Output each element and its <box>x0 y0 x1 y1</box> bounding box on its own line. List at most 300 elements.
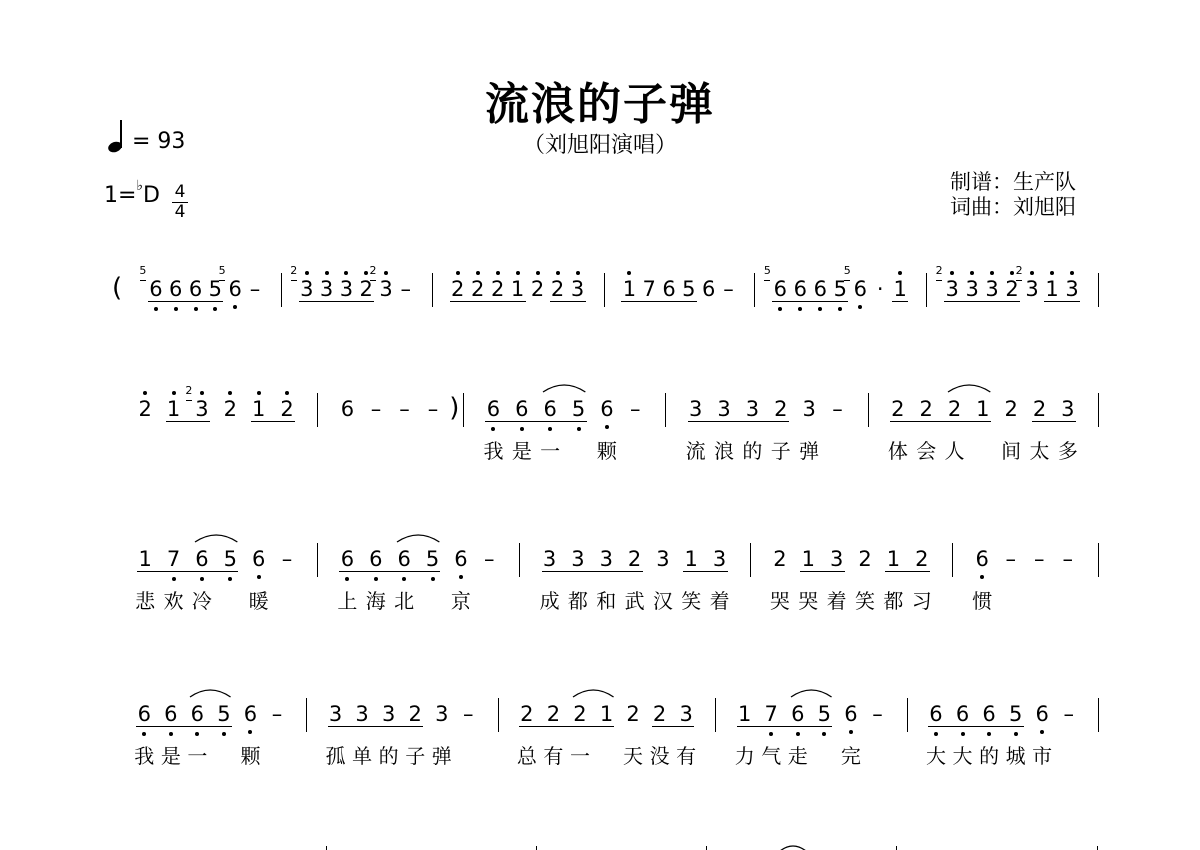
beam-underline <box>299 301 374 302</box>
note: 6 <box>600 397 614 421</box>
note: 2 <box>947 397 962 421</box>
sustain-dash: – <box>370 397 382 421</box>
octave-up-dot <box>476 271 480 275</box>
note: 2 <box>223 397 237 421</box>
octave-down-dot <box>838 307 842 311</box>
note: 2 <box>652 702 667 726</box>
octave-down-dot <box>431 577 435 581</box>
note: 6 <box>1035 702 1049 726</box>
score-title: 流浪的子弹 <box>485 79 715 130</box>
note: 3 <box>1025 277 1039 301</box>
lyric-syllable: 会 <box>916 439 937 463</box>
note: 1 <box>738 702 752 726</box>
note: 2 <box>919 397 933 421</box>
octave-up-dot <box>1030 271 1034 275</box>
note: 3 <box>745 397 760 421</box>
beam-underline <box>737 726 833 727</box>
note: 1 <box>622 277 637 301</box>
lyric-syllable: 大 <box>952 744 973 768</box>
note: 2 <box>470 277 485 301</box>
note: 6 <box>515 397 529 421</box>
slur-arc <box>947 381 991 393</box>
lyric-syllable: 走 <box>787 744 808 768</box>
barline <box>715 698 716 732</box>
lyric-syllable: 上 <box>337 589 358 613</box>
note: 3 <box>829 547 844 571</box>
octave-up-dot <box>970 271 974 275</box>
octave-up-dot <box>556 271 560 275</box>
lyric-syllable: 单 <box>352 744 373 768</box>
note: 3 <box>435 702 449 726</box>
note: 2 <box>773 547 787 571</box>
note: 3 <box>717 397 731 421</box>
slur-arc <box>572 686 615 698</box>
note: 2 <box>138 397 152 421</box>
barline <box>432 273 433 307</box>
sustain-dash: – <box>1033 547 1045 571</box>
note: 1 <box>886 547 901 571</box>
beam-underline <box>892 301 908 302</box>
octave-down-dot <box>459 575 463 579</box>
slur-arc <box>790 686 833 698</box>
sustain-dash: – <box>249 277 261 301</box>
note: 3 <box>945 277 959 301</box>
grace-note: 2 <box>185 384 193 397</box>
beam-underline <box>688 421 789 422</box>
note: 2 <box>359 277 373 301</box>
note: 1 <box>684 547 698 571</box>
note: 6 <box>164 702 178 726</box>
note: 2 <box>573 702 587 726</box>
note: 2 <box>451 277 465 301</box>
note: 6 <box>340 547 355 571</box>
octave-down-dot <box>248 730 252 734</box>
octave-down-dot <box>798 307 802 311</box>
barline <box>1098 543 1099 577</box>
octave-down-dot <box>169 732 173 736</box>
note: 5 <box>571 397 586 421</box>
lyric-syllable: 颗 <box>596 439 617 463</box>
beam-underline <box>800 571 844 572</box>
barline <box>1098 273 1099 307</box>
lyric-syllable: 海 <box>365 589 386 613</box>
note: 2 <box>530 277 545 301</box>
sustain-dash: – <box>427 397 439 421</box>
lyric-syllable: 有 <box>543 744 564 768</box>
note: 7 <box>764 702 778 726</box>
note: 6 <box>844 702 858 726</box>
octave-up-dot <box>305 271 309 275</box>
octave-up-dot <box>1050 271 1054 275</box>
lyric-syllable: 一 <box>569 744 590 768</box>
arranger-credit: 制谱：生产队 <box>950 170 1076 194</box>
note: 1 <box>138 547 152 571</box>
octave-down-dot <box>849 730 853 734</box>
octave-down-dot <box>402 577 406 581</box>
note: 6 <box>982 702 996 726</box>
octave-down-dot <box>605 425 609 429</box>
octave-down-dot <box>1014 732 1018 736</box>
staff-row <box>0 690 1200 790</box>
lyric-syllable: 市 <box>1032 744 1053 768</box>
octave-down-dot <box>987 732 991 736</box>
lyric-syllable: 都 <box>883 589 904 613</box>
note: 3 <box>328 702 343 726</box>
octave-up-dot <box>285 391 289 395</box>
octave-up-dot <box>344 271 348 275</box>
note: 6 <box>369 547 383 571</box>
grace-note: 5 <box>843 264 851 277</box>
note: 1 <box>1045 277 1059 301</box>
lyric-syllable: 没 <box>649 744 670 768</box>
note: 5 <box>682 277 696 301</box>
octave-up-dot <box>143 391 147 395</box>
octave-down-dot <box>200 577 204 581</box>
octave-down-dot <box>154 307 158 311</box>
beam-underline <box>772 301 848 302</box>
note: 6 <box>243 702 258 726</box>
sustain-dash: – <box>723 277 734 301</box>
barline <box>665 393 666 427</box>
flat-icon: ♭ <box>136 178 144 194</box>
sustain-dash: – <box>1063 702 1074 726</box>
octave-down-dot <box>345 577 349 581</box>
octave-up-dot <box>200 391 204 395</box>
sustain-dash: – <box>400 277 412 301</box>
sustain-dash: – <box>1005 547 1016 571</box>
lyric-syllable: 的 <box>742 439 763 463</box>
note: 6 <box>190 702 205 726</box>
octave-up-dot <box>257 391 261 395</box>
staff-row <box>0 385 1200 485</box>
octave-down-dot <box>796 732 800 736</box>
octave-up-dot <box>1070 271 1074 275</box>
note: 6 <box>397 547 411 571</box>
lyric-syllable: 笑 <box>681 589 702 613</box>
note: 3 <box>339 277 354 301</box>
lyric-syllable: 力 <box>734 744 755 768</box>
note: 6 <box>188 277 203 301</box>
octave-down-dot <box>142 732 146 736</box>
sustain-dash: – <box>483 547 495 571</box>
sustain-dash: – <box>463 702 474 726</box>
lyric-syllable: 多 <box>1057 439 1078 463</box>
lyric-syllable: 京 <box>450 589 471 613</box>
time-signature: 4 4 <box>172 184 188 221</box>
note: 3 <box>381 702 396 726</box>
note: 6 <box>975 547 989 571</box>
note: 5 <box>833 277 847 301</box>
lyric-syllable: 太 <box>1029 439 1050 463</box>
octave-down-dot <box>172 577 176 581</box>
sustain-dash: – <box>1062 547 1073 571</box>
barline <box>604 273 605 307</box>
slur-arc <box>194 531 238 543</box>
grace-note: 2 <box>290 264 298 277</box>
lyric-syllable: 冷 <box>191 589 212 613</box>
lyric-syllable: 子 <box>770 439 791 463</box>
note: 6 <box>169 277 183 301</box>
lyric-syllable: 子 <box>405 744 426 768</box>
lyric-syllable: 汉 <box>652 589 673 613</box>
note: 6 <box>813 277 827 301</box>
note: 6 <box>543 397 557 421</box>
octave-up-dot <box>456 271 460 275</box>
octave-down-dot <box>222 732 226 736</box>
lyric-syllable: 我 <box>134 744 155 768</box>
slur-arc <box>542 381 586 393</box>
note: 6 <box>149 277 163 301</box>
beam-underline <box>944 301 1020 302</box>
lyric-syllable: 哭 <box>798 589 819 613</box>
sustain-dash: – <box>281 547 293 571</box>
note: 1 <box>801 547 815 571</box>
sustain-dash: – <box>832 397 843 421</box>
octave-up-dot <box>325 271 329 275</box>
note: 3 <box>656 547 670 571</box>
octave-down-dot <box>194 307 198 311</box>
beam-underline <box>1032 421 1076 422</box>
beam-underline <box>890 421 991 422</box>
grace-note: 2 <box>935 264 943 277</box>
tempo-value: = 93 <box>132 129 186 154</box>
barline <box>750 543 751 577</box>
lyric-syllable: 大 <box>925 744 946 768</box>
octave-up-dot <box>496 271 500 275</box>
note: 6 <box>251 547 266 571</box>
slur-arc <box>396 531 440 543</box>
note: 3 <box>599 547 613 571</box>
beam-underline <box>542 571 643 572</box>
beam-underline <box>885 571 929 572</box>
octave-down-dot <box>195 732 199 736</box>
octave-up-dot <box>536 271 540 275</box>
note: 5 <box>208 277 223 301</box>
beam-underline <box>652 726 695 727</box>
octave-up-dot <box>990 271 994 275</box>
lyric-syllable: 孤 <box>325 744 346 768</box>
barline <box>1098 393 1099 427</box>
sustain-dash: – <box>630 397 641 421</box>
octave-up-dot <box>898 271 902 275</box>
lyric-syllable: 颗 <box>240 744 261 768</box>
lyric-syllable: 体 <box>887 439 908 463</box>
note: 6 <box>791 702 805 726</box>
lyric-syllable: 总 <box>516 744 537 768</box>
note: 6 <box>955 702 970 726</box>
note: 5 <box>425 547 440 571</box>
beam-underline <box>251 421 295 422</box>
beam-underline <box>621 301 696 302</box>
beam-underline <box>137 571 238 572</box>
barline <box>498 698 499 732</box>
barline <box>306 698 307 732</box>
quarter-note-icon <box>108 118 124 152</box>
note: 3 <box>712 547 727 571</box>
octave-down-dot <box>769 732 773 736</box>
beam-underline <box>148 301 223 302</box>
note: 2 <box>915 547 929 571</box>
note: 1 <box>893 277 907 301</box>
lyric-syllable: 北 <box>394 589 415 613</box>
octave-up-dot <box>516 271 520 275</box>
grace-note: 2 <box>1015 264 1023 277</box>
note: 6 <box>773 277 788 301</box>
octave-down-dot <box>818 307 822 311</box>
note: 5 <box>217 702 231 726</box>
lyric-syllable: 一 <box>540 439 561 463</box>
lyric-syllable: 间 <box>1001 439 1022 463</box>
barline <box>754 273 755 307</box>
lyric-syllable: 完 <box>840 744 861 768</box>
octave-up-dot <box>228 391 232 395</box>
lyric-syllable: 暖 <box>248 589 269 613</box>
grace-note: 5 <box>139 264 147 277</box>
note: 2 <box>626 702 640 726</box>
note: 2 <box>1004 397 1018 421</box>
key-signature: 1=♭D <box>104 178 160 208</box>
beam-underline <box>136 726 232 727</box>
note: 3 <box>300 277 314 301</box>
open-paren: ( <box>112 273 123 303</box>
barline <box>952 543 953 577</box>
note: 6 <box>137 702 151 726</box>
barline <box>926 273 927 307</box>
note: 6 <box>195 547 209 571</box>
octave-up-dot <box>627 271 631 275</box>
barline <box>317 393 318 427</box>
note: 2 <box>627 547 642 571</box>
note: 5 <box>817 702 832 726</box>
lyric-syllable: 欢 <box>163 589 184 613</box>
lyric-syllable: 有 <box>676 744 697 768</box>
note: 2 <box>520 702 534 726</box>
close-paren: ) <box>449 393 460 423</box>
note: 2 <box>1032 397 1047 421</box>
beam-underline <box>683 571 727 572</box>
credits <box>950 170 1076 220</box>
octave-down-dot <box>213 307 217 311</box>
lyric-syllable: 一 <box>187 744 208 768</box>
note: 3 <box>1061 397 1075 421</box>
note: 1 <box>510 277 525 301</box>
octave-up-dot <box>384 271 388 275</box>
note: 6 <box>340 397 355 421</box>
lyric-syllable: 笑 <box>855 589 876 613</box>
lyric-syllable: 的 <box>378 744 399 768</box>
octave-down-dot <box>491 427 495 431</box>
slur-arc <box>189 686 232 698</box>
lyric-syllable: 和 <box>596 589 617 613</box>
note: 2 <box>490 277 505 301</box>
cut-off-row <box>0 838 1200 850</box>
note: 6 <box>929 702 943 726</box>
barline <box>868 393 869 427</box>
note: 3 <box>1065 277 1079 301</box>
note: 1 <box>251 397 266 421</box>
octave-down-dot <box>858 305 862 309</box>
beam-underline <box>450 301 526 302</box>
note: 3 <box>542 547 557 571</box>
note: 3 <box>355 702 369 726</box>
lyric-syllable: 气 <box>761 744 782 768</box>
octave-down-dot <box>778 307 782 311</box>
note: 7 <box>642 277 656 301</box>
octave-down-dot <box>822 732 826 736</box>
grace-note: 5 <box>218 264 226 277</box>
lyric-syllable: 人 <box>944 439 965 463</box>
octave-down-dot <box>961 732 965 736</box>
octave-down-dot <box>228 577 232 581</box>
beam-underline <box>339 571 440 572</box>
beam-underline <box>485 421 586 422</box>
note: 3 <box>679 702 693 726</box>
lyric-syllable: 弹 <box>799 439 820 463</box>
barline <box>519 543 520 577</box>
octave-down-dot <box>980 575 984 579</box>
octave-down-dot <box>1040 730 1044 734</box>
octave-up-dot <box>950 271 954 275</box>
beam-underline <box>519 726 615 727</box>
grace-note: 5 <box>763 264 771 277</box>
lyric-syllable: 惯 <box>972 589 993 613</box>
note: 6 <box>662 277 676 301</box>
note: 2 <box>546 702 561 726</box>
note: 2 <box>858 547 872 571</box>
beam-underline <box>928 726 1024 727</box>
beam-underline <box>1044 301 1080 302</box>
note: 6 <box>793 277 808 301</box>
note: 2 <box>550 277 565 301</box>
lyric-syllable: 是 <box>511 439 532 463</box>
note: 3 <box>802 397 816 421</box>
octave-down-dot <box>577 427 581 431</box>
lyric-syllable: 天 <box>623 744 644 768</box>
lyric-syllable: 悲 <box>135 589 156 613</box>
note: 3 <box>319 277 334 301</box>
lyric-syllable: 着 <box>826 589 847 613</box>
lyric-syllable: 武 <box>624 589 645 613</box>
note: 5 <box>223 547 237 571</box>
note: 2 <box>408 702 422 726</box>
lyric-syllable: 着 <box>709 589 730 613</box>
note: 1 <box>166 397 181 421</box>
octave-down-dot <box>257 575 261 579</box>
note: 1 <box>599 702 614 726</box>
score-subtitle: （刘旭阳演唱） <box>522 133 677 158</box>
sustain-dash: – <box>271 702 283 726</box>
octave-down-dot <box>233 305 237 309</box>
staff-row <box>0 535 1200 635</box>
octave-down-dot <box>174 307 178 311</box>
barline <box>463 393 464 427</box>
octave-down-dot <box>548 427 552 431</box>
beam-underline <box>328 726 424 727</box>
sustain-dash: – <box>872 702 883 726</box>
note: 6 <box>228 277 242 301</box>
lyric-syllable: 的 <box>979 744 1000 768</box>
sustain-dash: – <box>399 397 410 421</box>
note: 6 <box>486 397 501 421</box>
lyric-syllable: 哭 <box>769 589 790 613</box>
note: 2 <box>280 397 294 421</box>
barline <box>1098 698 1099 732</box>
lyric-syllable: 流 <box>685 439 706 463</box>
beam-underline <box>550 301 586 302</box>
octave-up-dot <box>576 271 580 275</box>
note: 3 <box>688 397 703 421</box>
lyric-syllable: 习 <box>911 589 932 613</box>
